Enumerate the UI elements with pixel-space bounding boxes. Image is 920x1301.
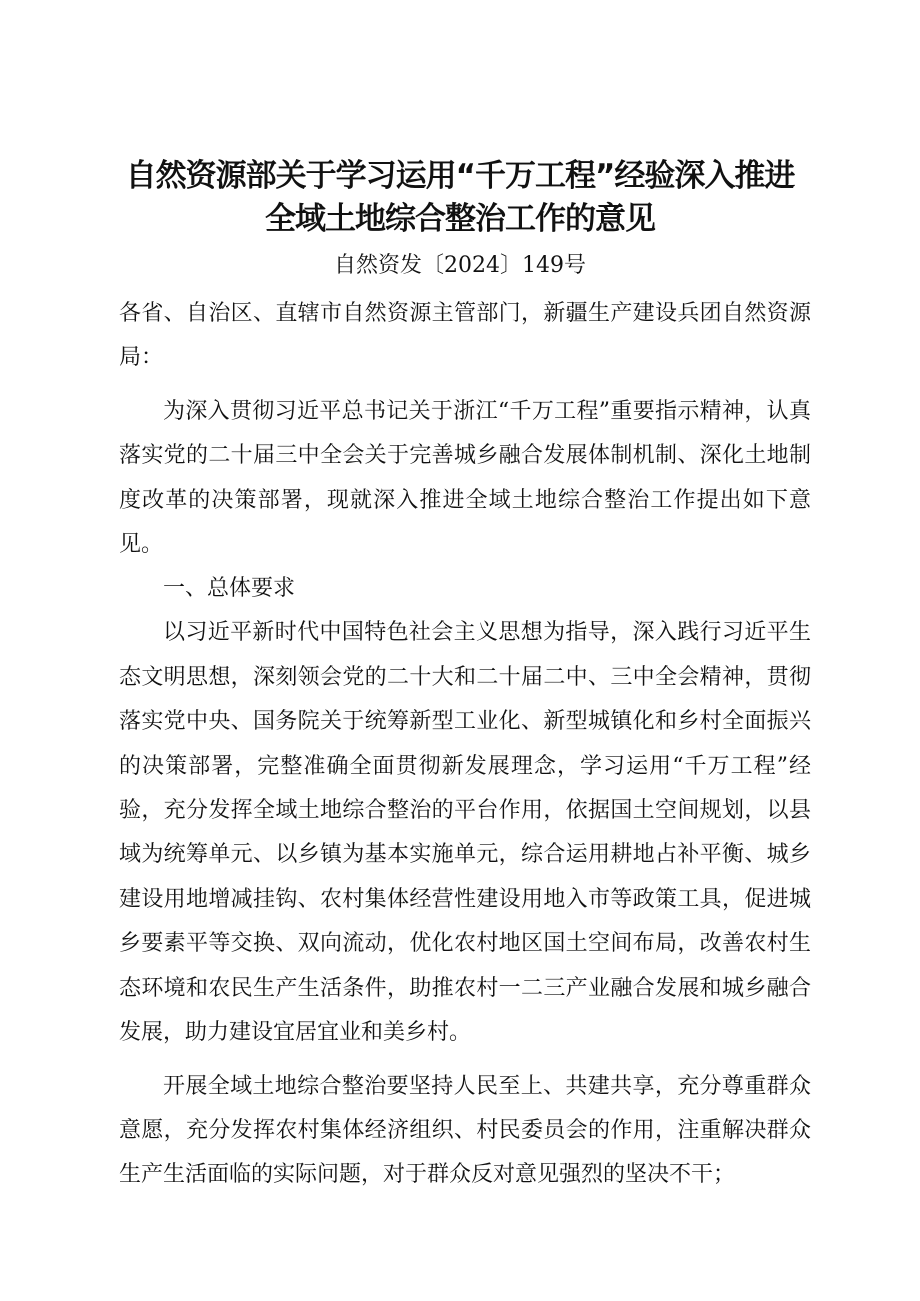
document-title-line-1: 自然资源部关于学习运用“千万工程”经验深入推进 <box>125 158 795 194</box>
section-paragraph-1: 以习近平新时代中国特色社会主义思想为指导，深入践行习近平生态文明思想，深刻领会党的二十大和二十届二中、三中全会精神，贯彻落实党中央、国务院关于统筹新型工业化、新型城镇化和乡村全面振兴的决策部署，完整准确全面贯彻新发展理念，学习运用“千万工程”经验，充分发挥全域土地综合整治的平台作用，依据国土空间规划，以县域为统筹单元、以乡镇为基本实施单元，综合运用耕地占补平衡、城乡建设用地增减挂钩、农村集体经营性建设用地入市等政策工具，促进城乡要素平等交换、双向流动，优化农村地区国土空间布局，改善农村生态环境和农民生产生活条件，助推农村一二三产业融合发展和城乡融合发展，助力建设宜居宜业和美乡村。 <box>119 620 811 1046</box>
addressee-paragraph: 各省、自治区、直辖市自然资源主管部门，新疆生产建设兵团自然资源局： <box>119 301 811 371</box>
document-title-line-2: 全域土地综合整治工作的意见 <box>265 201 655 237</box>
intro-paragraph: 为深入贯彻习近平总书记关于浙江“千万工程”重要指示精神，认真落实党的二十届三中全会关于完善城乡融合发展体制机制、深化土地制度改革的决策部署，现就深入推进全域土地综合整治工作提出如下意见。 <box>119 398 811 558</box>
document-body <box>119 292 811 1198</box>
document-number: 自然资发〔2024〕149号 <box>334 253 586 278</box>
section-heading: 一、总体要求 <box>163 576 296 602</box>
section-paragraph-2: 开展全域土地综合整治要坚持人民至上、共建共享，充分尊重群众意愿，充分发挥农村集体经济组织、村民委员会的作用，注重解决群众生产生活面临的实际问题，对于群众反对意见强烈的坚决不干； <box>119 1073 811 1188</box>
